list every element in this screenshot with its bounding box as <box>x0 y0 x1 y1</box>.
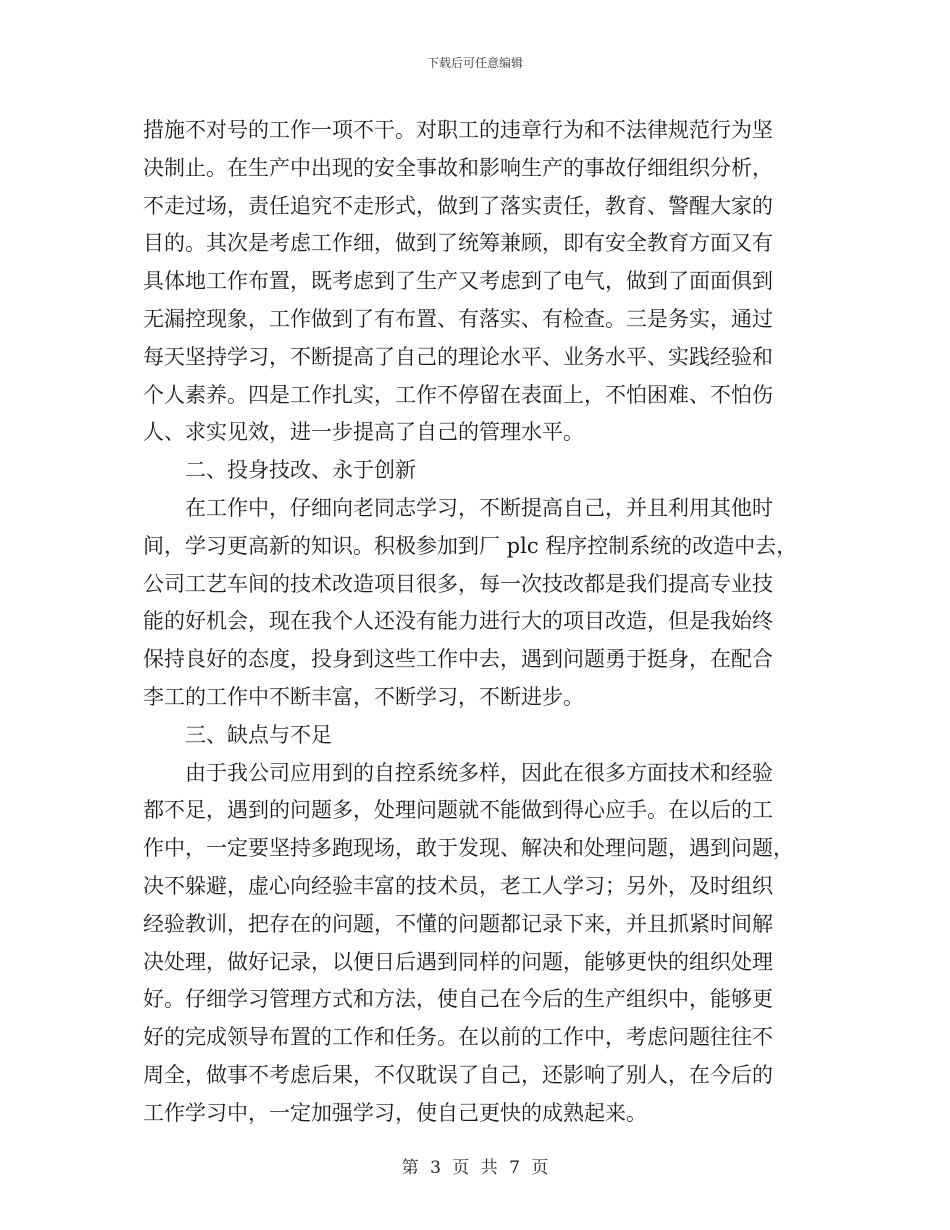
body-line: 作中，一定要坚持多跑现场，敢于发现、解决和处理问题，遇到问题， <box>143 836 794 861</box>
paragraph-first-line: 在工作中，仔细向老同志学习，不断提高自己，并且利用其他时 <box>185 495 773 520</box>
body-line: 李工的工作中不断丰富，不断学习，不断进步。 <box>143 684 584 709</box>
body-line: 每天坚持学习，不断提高了自己的理论水平、业务水平、实践经验和 <box>143 344 773 369</box>
body-line: 无漏控现象，工作做到了有布置、有落实、有检查。三是务实，通过 <box>143 306 773 331</box>
body-line: 决不躲避，虚心向经验丰富的技术员，老工人学习；另外，及时组织 <box>143 873 773 898</box>
body-line: 好的完成领导布置的工作和任务。在以前的工作中，考虑问题往往不 <box>143 1025 773 1050</box>
page-header-note: 下载后可任意编辑 <box>426 56 523 70</box>
body-line: 保持良好的态度，投身到这些工作中去，遇到问题勇于挺身，在配合 <box>143 647 773 672</box>
body-line: 决制止。在生产中出现的安全事故和影响生产的事故仔细组织分析， <box>143 155 773 180</box>
body-line: 具体地工作布置，既考虑到了生产又考虑到了电气，做到了面面俱到 <box>143 269 773 294</box>
section-heading: 三、缺点与不足 <box>185 722 332 747</box>
body-line: 不走过场，责任追究不走形式，做到了落实责任，教育、警醒大家的 <box>143 193 773 218</box>
body-line: 能的好机会，现在我个人还没有能力进行大的项目改造，但是我始终 <box>143 609 773 634</box>
document-body <box>143 112 803 1133</box>
body-line: 措施不对号的工作一项不干。对职工的违章行为和不法律规范行为坚 <box>143 118 773 142</box>
body-line: 周全，做事不考虑后果，不仅耽误了自己，还影响了别人，在今后的 <box>143 1062 773 1087</box>
paragraph-first-line: 由于我公司应用到的自控系统多样，因此在很多方面技术和经验 <box>185 760 773 785</box>
body-line: 工作学习中，一定加强学习，使自己更快的成熟起来。 <box>143 1100 647 1125</box>
section-heading: 二、投身技改、永于创新 <box>185 458 416 483</box>
body-line: 经验教训，把存在的问题，不懂的问题都记录下来，并且抓紧时间解 <box>143 911 773 936</box>
body-line: 目的。其次是考虑工作细，做到了统筹兼顾，即有安全教育方面又有 <box>143 231 773 256</box>
body-line: 决处理，做好记录，以便日后遇到同样的问题，能够更快的组织处理 <box>143 949 773 974</box>
body-line: 人、求实见效，进一步提高了自己的管理水平。 <box>143 420 584 445</box>
body-line: 都不足，遇到的问题多，处理问题就不能做到得心应手。在以后的工 <box>143 798 773 823</box>
body-line: 个人素养。四是工作扎实，工作不停留在表面上，不怕困难、不怕伤 <box>143 382 773 407</box>
page-number-footer: 第 3 页 共 7 页 <box>401 1158 549 1178</box>
body-line: 好。仔细学习管理方式和方法，使自己在今后的生产组织中，能够更 <box>143 987 773 1012</box>
body-line: 公司工艺车间的技术改造项目很多，每一次技改都是我们提高专业技 <box>143 571 773 596</box>
body-line: 间，学习更高新的知识。积极参加到厂 plc 程序控制系统的改造中去， <box>143 533 798 558</box>
